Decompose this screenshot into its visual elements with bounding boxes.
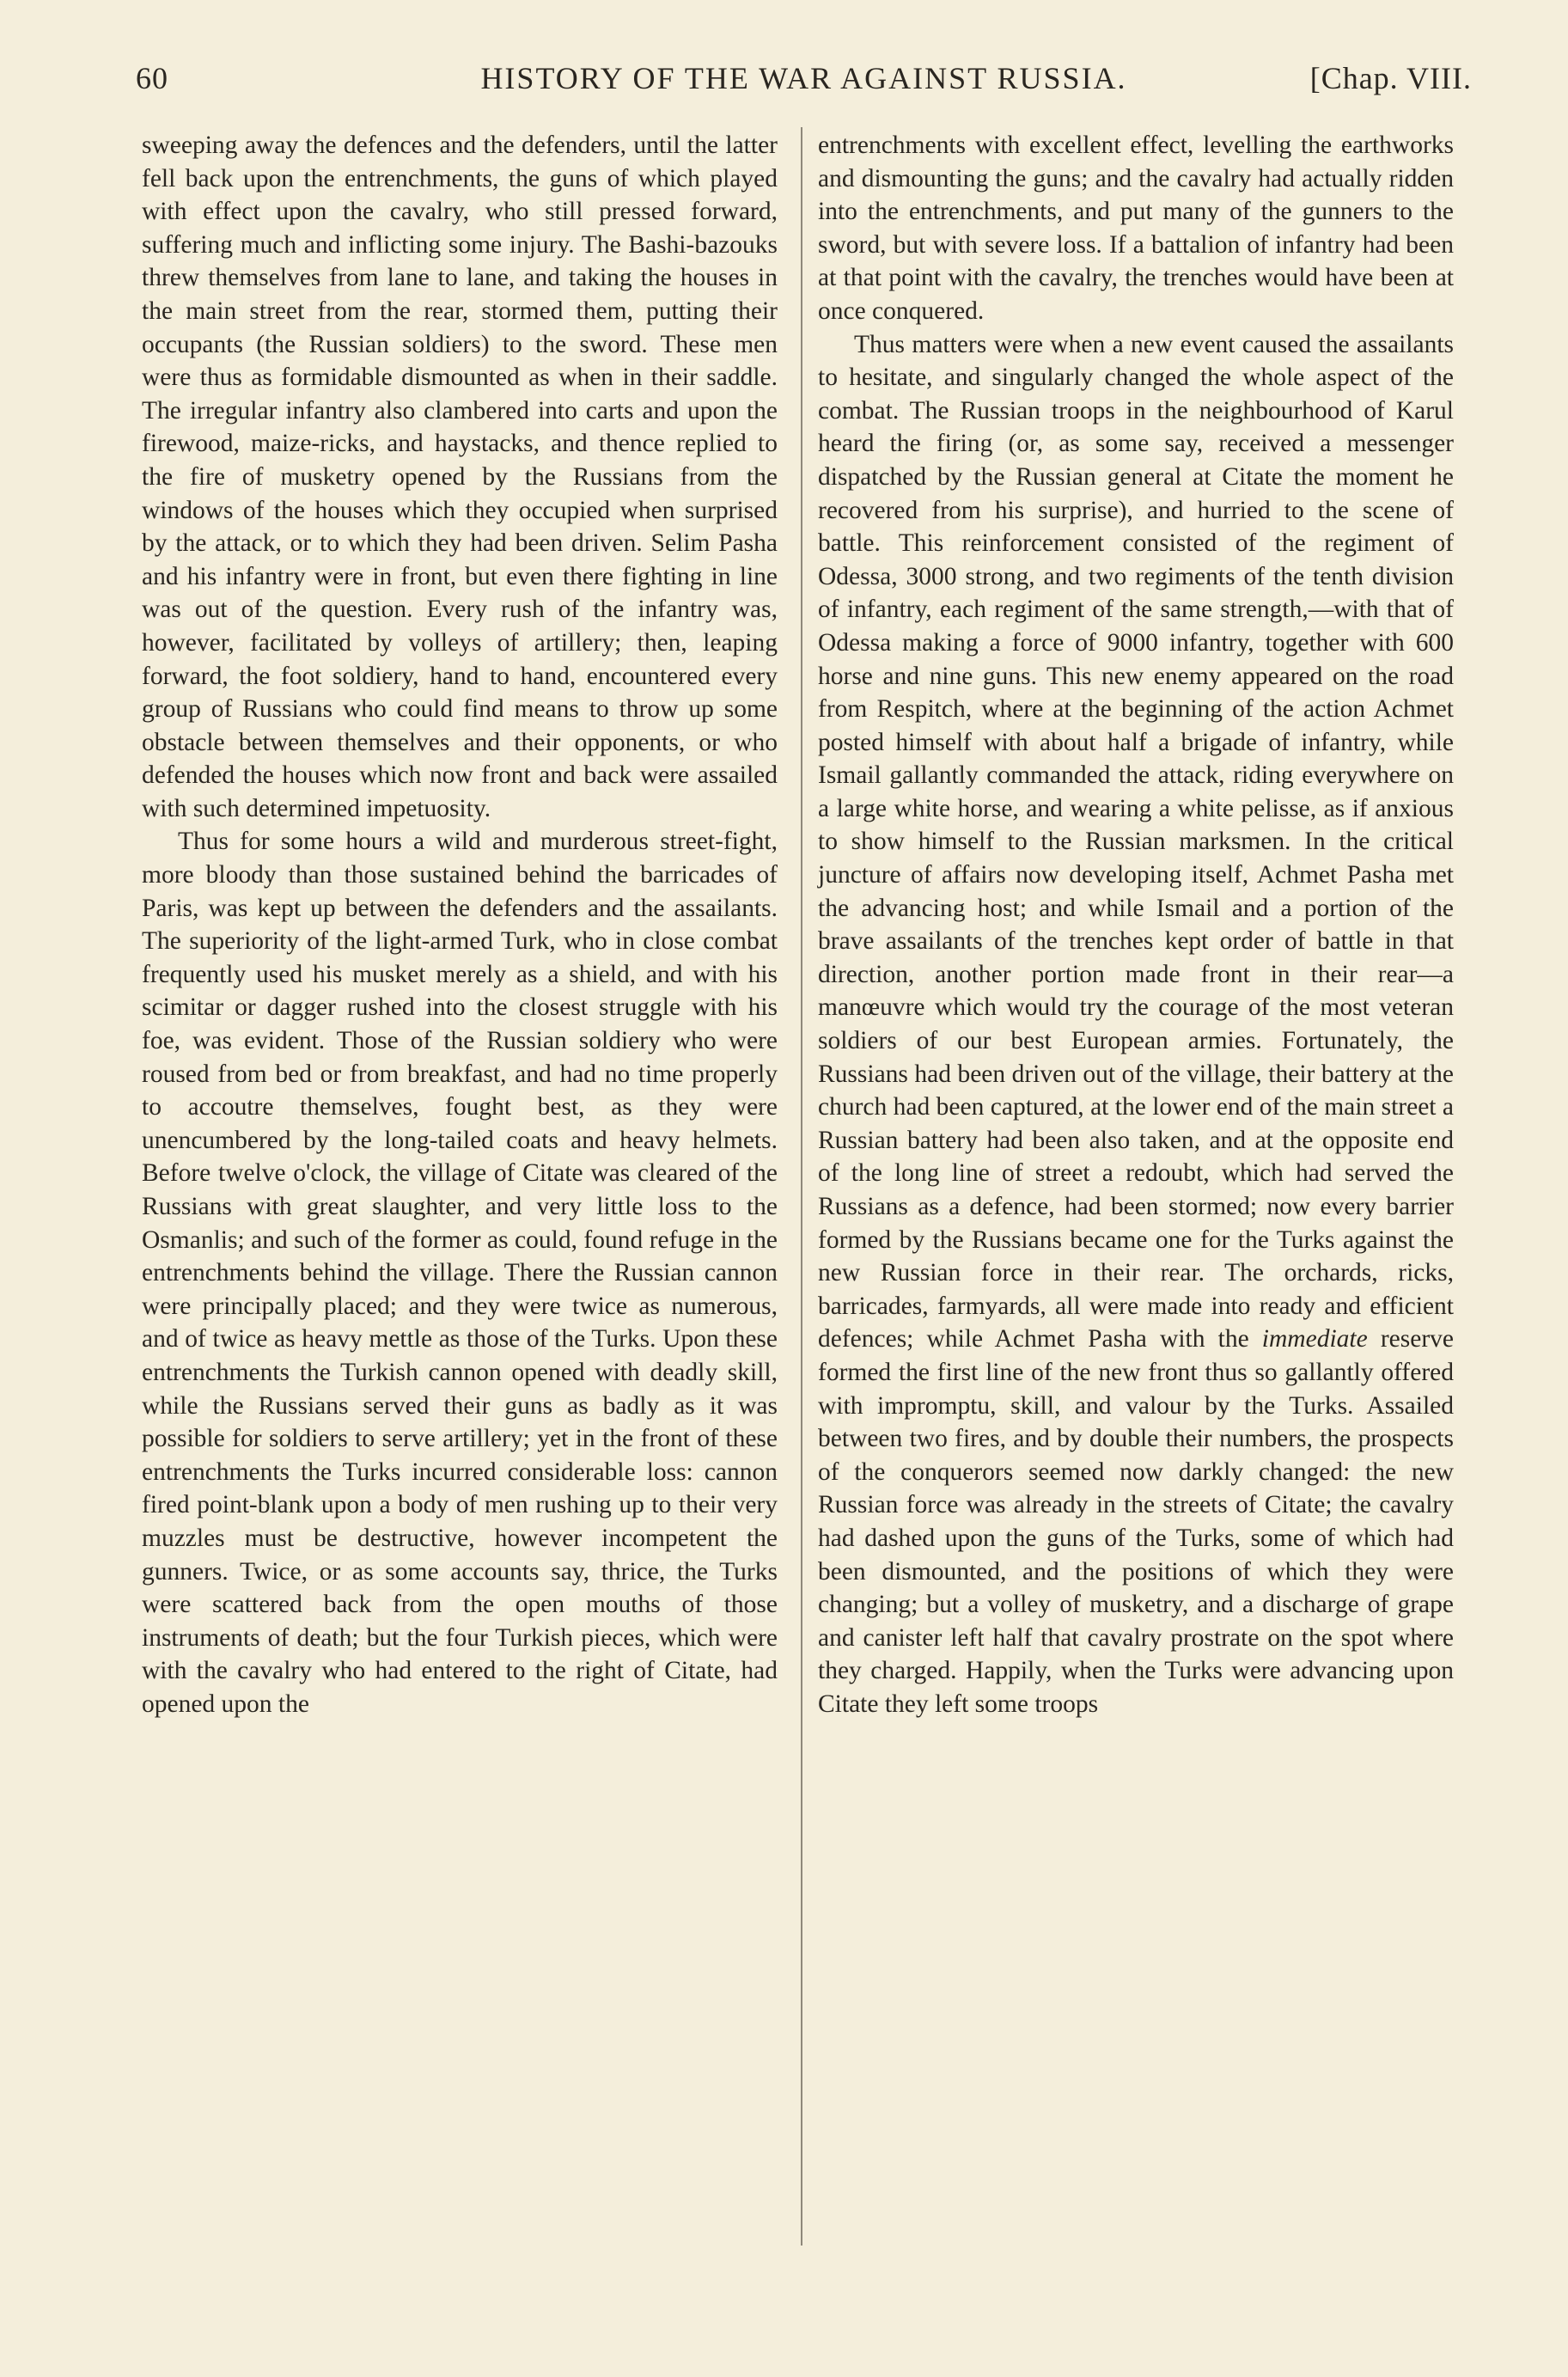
- column-divider: [801, 127, 802, 2246]
- italic-text: immediate: [1261, 1325, 1368, 1353]
- paragraph-text: Thus matters were when a new event caused the assailants to hesitate, and singularly changed the whole aspect of the combat. The Russian troops in the neighbourhood of Karul heard the firing (or, as some say, received a messenger dispatched by the Russian general at Citate the moment he recovered from his surprise), and hurried to the scene of battle. This reinforcement consisted of the regiment of Odessa, 3000 strong, and two regiments of the tenth division of infantry, each regiment of the same strength,—with that of Odessa making a force of 9000 infantry, together with 600 horse and nine guns. This new enemy appeared on the road from Respitch, where at the beginning of the action Achmet posted himself with about half a brigade of infantry, while Ismail gallantly commanded the attack, riding everywhere on a large white horse, and wearing a white pelisse, as if anxious to show himself to the Russian marksmen. In the critical juncture of affairs now developing itself, Achmet Pasha met the advancing host; and while Ismail and a portion of the brave assailants of the trenches kept order of battle in that direction, another portion made front in their rear—a manœuvre which would try the courage of the most veteran soldiers of our best European armies. Fortunately, the Russians had been driven out of the village, their battery at the church had been captured, at the lower end of the main street a Russian battery had been also taken, and at the opposite end of the long line of street a redoubt, which had served the Russians as a defence, had been stormed; now every barrier formed by the Russians became one for the Turks against the new Russian force in their rear. The orchards, ricks, barricades, farmyards, all were made into ready and efficient defences; while Achmet Pasha with the: [818, 330, 1454, 1353]
- paragraph: entrenchments with excellent effect, levelling the earthworks and dismounting the guns; and the cavalry had actually ridden into the entrenchments, and put many of the gunners to the sword, but with severe loss. If a battalion of infantry had been at that point with the cavalry, the trenches would have been at once conquered.: [818, 131, 1454, 325]
- paragraph-text: reserve formed the first line of the new front thus so gallantly offered with impromptu, skill, and valour by the Turks. Assailed between two fires, and by double their numbers, the prospects of the conquerors seemed now darkly changed: the new Russian force was already in the streets of Citate; the cavalry had dashed upon the guns of the Turks, some of which had been dismounted, and the positions of which they were changing; but a volley of musketry, and a discharge of grape and canister left half that cavalry prostrate on the spot where they charged. Happily, when the Turks were advancing upon Citate they left some troops: [818, 1325, 1454, 1718]
- left-column: [142, 129, 778, 1721]
- page-number: 60: [136, 61, 168, 95]
- paragraph: Thus for some hours a wild and murderous street-fight, more bloody than those sustained behind the barricades of Paris, was kept up between the defenders and the assailants. The superiority of the light-armed Turk, who in close combat frequently used his musket merely as a shield, and with his scimitar or dagger rushed into the closest struggle with his foe, was evident. Those of the Russian soldiery who were roused from bed or from breakfast, and had no time properly to accoutre themselves, fought best, as they were unencumbered by the long-tailed coats and heavy helmets. Before twelve o'clock, the village of Citate was cleared of the Russians with great slaughter, and very little loss to the Osmanlis; and such of the former as could, found refuge in the entrenchments behind the village. There the Russian cannon were principally placed; and they were twice as numerous, and of twice as heavy mettle as those of the Turks. Upon these entrenchments the Turkish cannon opened with deadly skill, while the Russians served their guns as badly as it was possible for soldiers to serve artillery; yet in the front of these entrenchments the Turks incurred considerable loss: cannon fired point-blank upon a body of men rushing up to their very muzzles must be destructive, however incompetent the gunners. Twice, or as some accounts say, thrice, the Turks were scattered back from the open mouths of those instruments of death; but the four Turkish pieces, which were with the cavalry who had entered to the right of Citate, had opened upon the: [142, 828, 778, 1718]
- running-head: [136, 53, 1472, 105]
- chapter-label: [Chap. VIII.: [1309, 61, 1472, 95]
- page-title: HISTORY OF THE WAR AGAINST RUSSIA.: [480, 61, 1127, 95]
- paragraph: sweeping away the defences and the defenders, until the latter fell back upon the entrenchments, the guns of which played with effect upon the cavalry, who still pressed forward, suffering much and inflicting some injury. The Bashi-bazouks threw themselves from lane to lane, and taking the houses in the main street from the rear, stormed them, putting their occupants (the Russian soldiers) to the sword. These men were thus as formidable dismounted as when in their saddle. The irregular infantry also clambered into carts and upon the firewood, maize-ricks, and haystacks, and thence replied to the fire of musketry opened by the Russians from the windows of the houses which they occupied when surprised by the attack, or to which they had been driven. Selim Pasha and his infantry were in front, but even there fighting in line was out of the question. Every rush of the infantry was, however, facilitated by volleys of artillery; then, leaping forward, the foot soldiery, hand to hand, encountered every group of Russians who could find means to throw up some obstacle between themselves and their opponents, or who defended the houses which now front and back were assailed with such determined impetuosity.: [142, 131, 778, 822]
- right-column: [818, 129, 1454, 1721]
- paragraph: [818, 328, 1454, 1721]
